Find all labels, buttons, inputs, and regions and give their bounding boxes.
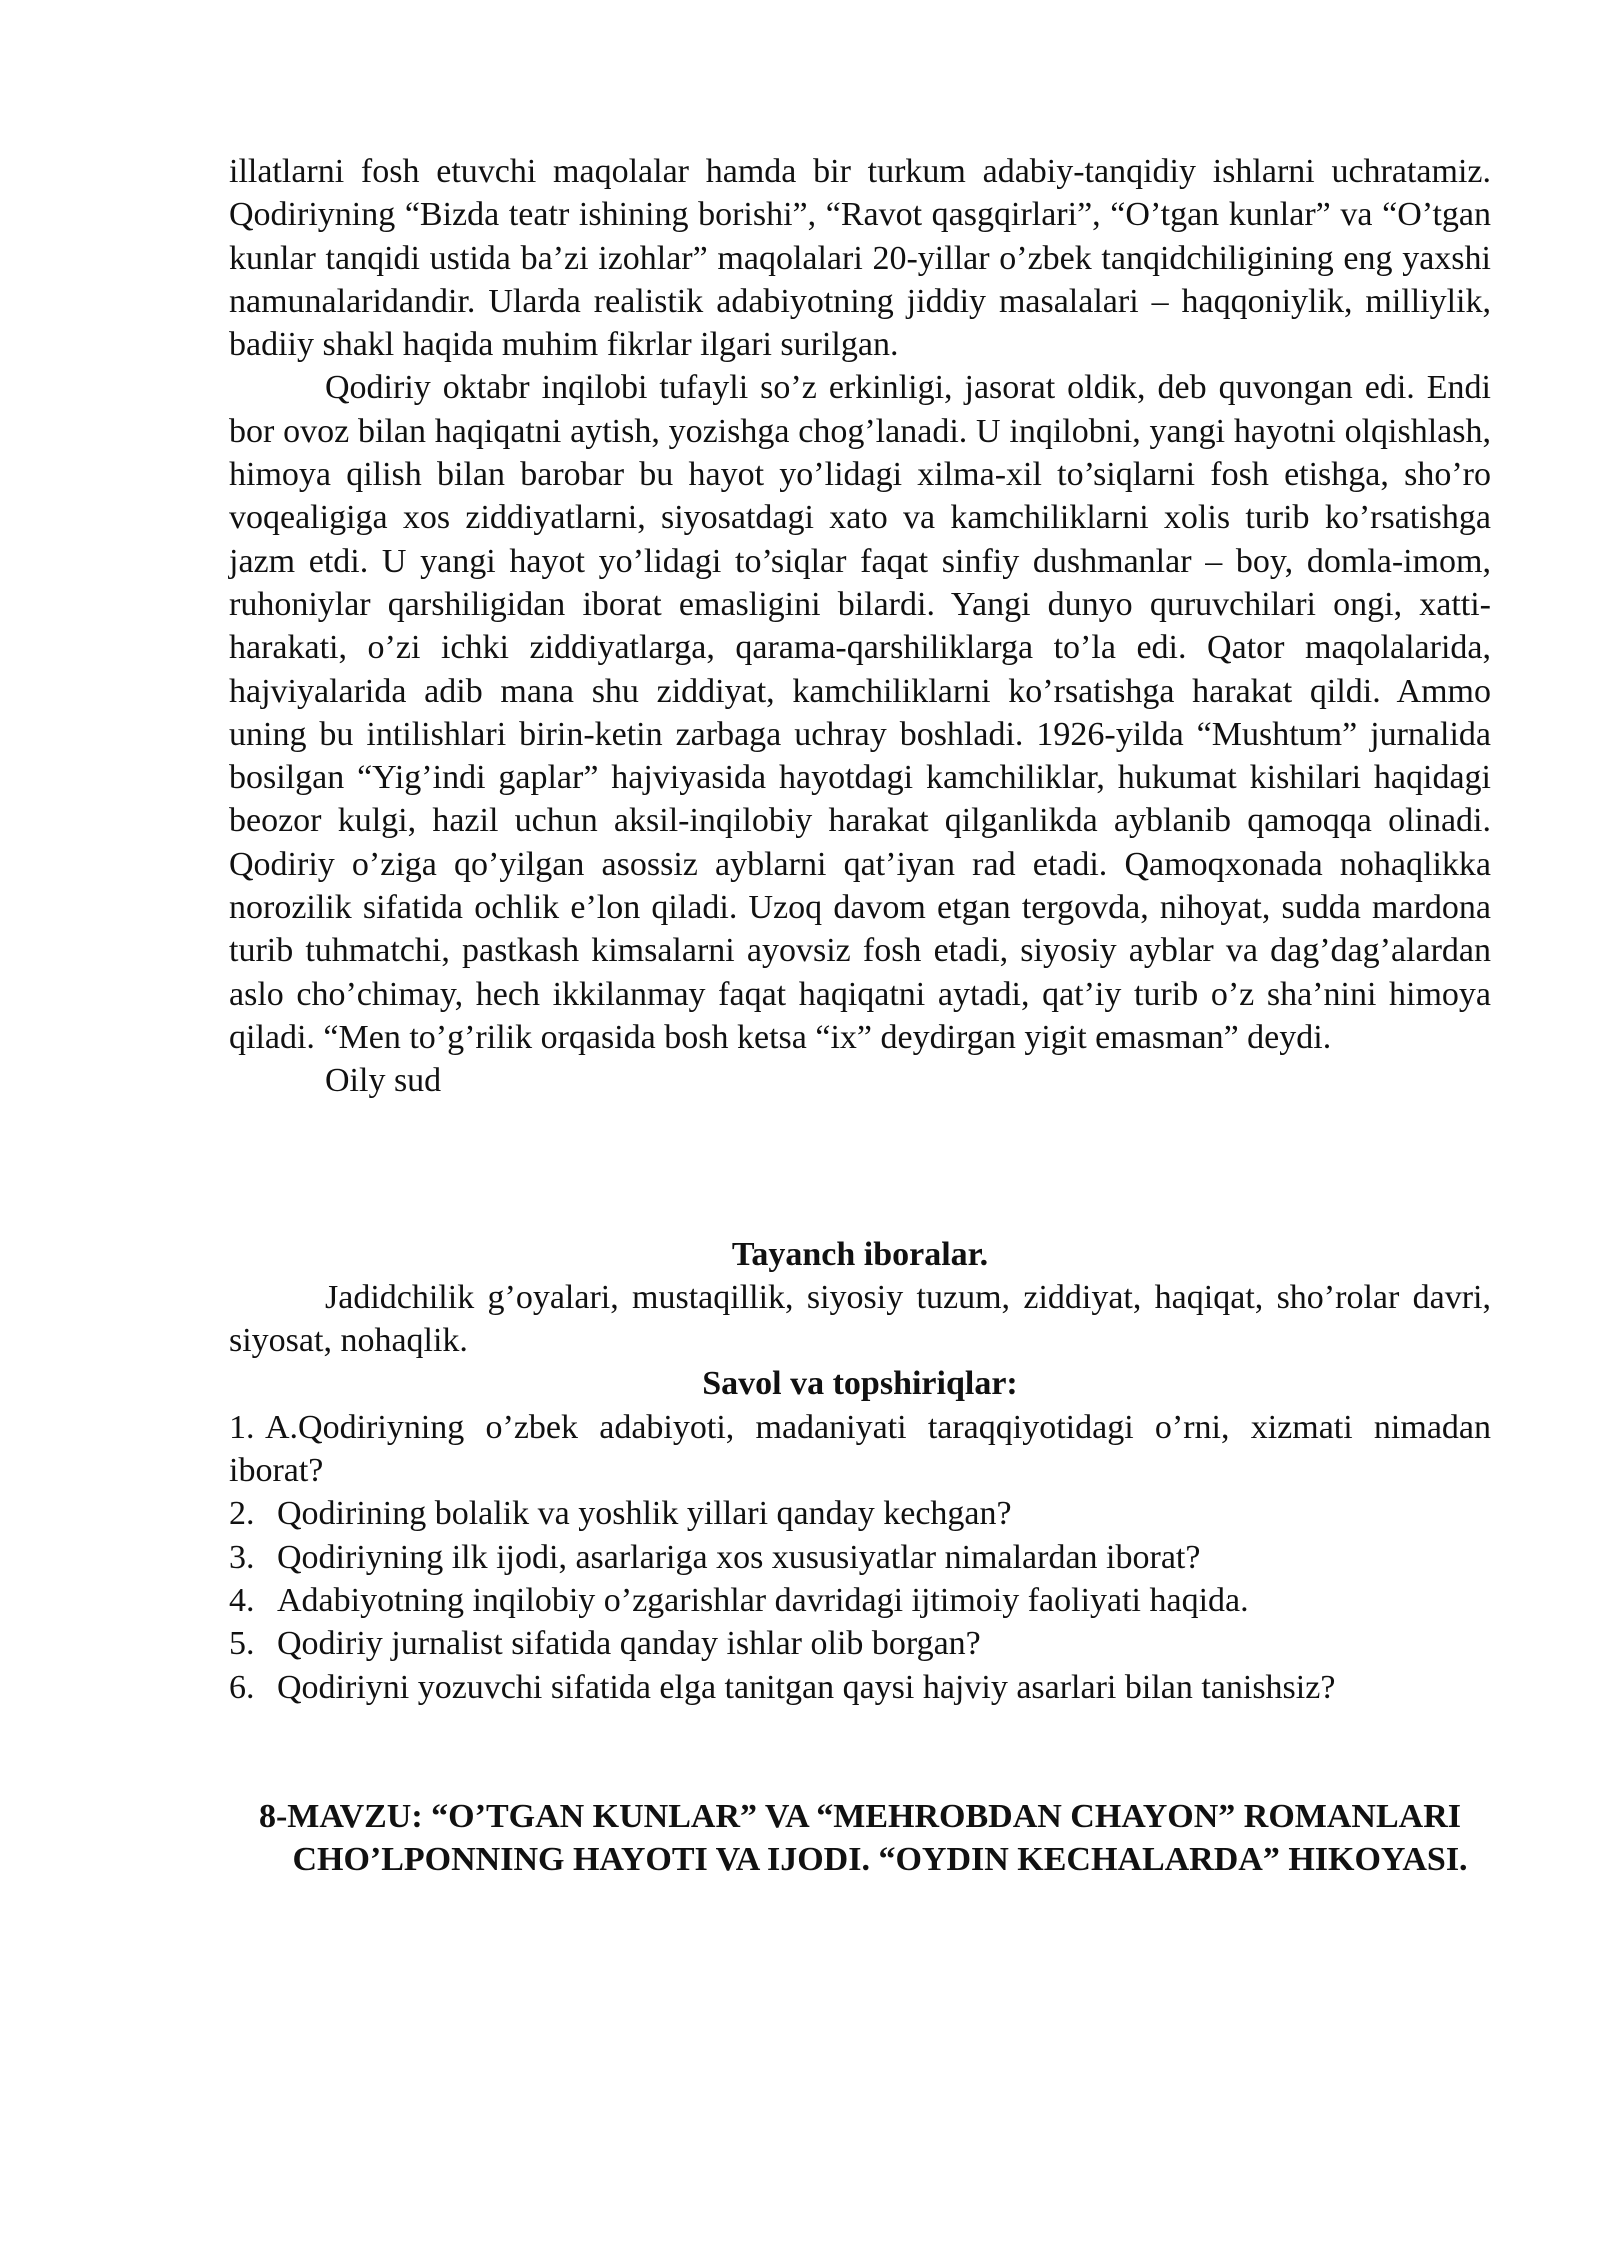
key-terms-heading: Tayanch iboralar. [731, 1235, 989, 1273]
question-text: Qodiriyning ilk ijodi, asarlariga xos xususiyatlar nimalardan iborat? [277, 1538, 1201, 1576]
question-number: 5. [229, 1625, 255, 1663]
question-number: 4. [229, 1581, 255, 1619]
key-terms-text: Jadidchilik g’oyalari, mustaqillik, siyosiy tuzum, ziddiyat, haqiqat, sho’rolar davri, siyosat, nohaqlik. [229, 1278, 1491, 1360]
question-item [229, 1492, 1491, 1535]
question-text: Qodirining bolalik va yoshlik yillari qanday kechgan? [277, 1495, 1012, 1533]
questions-heading: Savol va topshiriqlar: [702, 1365, 1018, 1403]
body-paragraph: illatlarni fosh etuvchi maqolalar hamda bir turkum adabiy-tanqidiy ishlarni uchratamiz. Qodiriyning “Bizda teatr ishining borishi”, “Ravot qasgqirlari”, “O’tgan kunlar” va “O’tgan kunlar tanqidi ustida ba’zi izohlar” maqolalari 20-yillar o’zbek tanqidchiligining eng yaxshi namunalaridandir. Ularda realistik adabiyotning jiddiy masalalari – haqqoniylik, milliylik, badiiy shakl haqida muhim fikrlar ilgari surilgan. [229, 153, 1491, 364]
question-number: 6. [229, 1668, 255, 1706]
question-item [229, 1406, 1491, 1493]
blank-space [229, 1103, 1491, 1233]
questions-list [229, 1406, 1491, 1709]
document-page [229, 150, 1491, 1881]
body-paragraph-fragment: Oily sud [325, 1062, 442, 1100]
question-item [229, 1579, 1491, 1622]
body-paragraph: Qodiriy oktabr inqilobi tufayli so’z erkinligi, jasorat oldik, deb quvongan edi. Endi bor ovoz bilan haqiqatni aytish, yozishga chog’lanadi. U inqilobni, yangi hayotni olqishlash, himoya qilish bilan barobar bu hayot yo’lidagi xilma-xil to’siqlarni fosh etishga, sho’ro voqealigiga xos ziddiyatlarni, siyosatdagi xato va kamchiliklarni xolis turib ko’rsatishga jazm etdi. U yangi hayot yo’lidagi to’siqlar faqat sinfiy dushmanlar – boy, domla-imom, ruhoniylar qarshiligidan iborat emasligini bilardi. Yangi dunyo quruvchilari ongi, xatti-harakati, o’zi ichki ziddiyatlarga, qarama-qarshiliklarga to’la edi. Qator maqolalarida, hajviyalarida adib mana shu ziddiyat, kamchiliklarni ko’rsatishga harakat qildi. Ammo uning bu intilishlari birin-ketin zarbaga uchray boshladi. 1926-yilda “Mushtum” jurnalida bosilgan “Yig’indi gaplar” hajviyasida hayotdagi kamchiliklar, hukumat kishilari haqidagi beozor kulgi, hazil uchun aksil-inqilobiy harakat qilganlikda ayblanib qamoqqa olinadi. Qodiriy o’ziga qo’yilgan asossiz ayblarni qat’iyan rad etadi. Qamoqxonada nohaqlikka norozilik sifatida ochlik e’lon qiladi. Uzoq davom etgan tergovda, nihoyat, sudda mardona turib tuhmatchi, pastkash kimsalarni ayovsiz fosh etadi, siyosiy ayblar va dag’dag’alardan aslo cho’chimay, hech ikkilanmay faqat haqiqatni aytadi, qat’iy turib o’z sha’nini himoya qiladi. “Men to’g’rilik orqasida bosh ketsa “ix” deydirgan yigit emasman” deydi. [229, 369, 1491, 1056]
next-topic-subtitle: CHO’LPONNING HAYOTI VA IJODI. “OYDIN KECHALARDA” HIKOYASI. [292, 1841, 1468, 1879]
question-text: Qodiriy jurnalist sifatida qanday ishlar olib borgan? [277, 1625, 981, 1663]
question-number: 2. [229, 1495, 255, 1533]
blank-space [229, 1709, 1491, 1795]
question-item [229, 1622, 1491, 1665]
question-item [229, 1536, 1491, 1579]
question-text: Adabiyotning inqilobiy o’zgarishlar davridagi ijtimoiy faoliyati haqida. [277, 1581, 1249, 1619]
question-text: Qodiriyni yozuvchi sifatida elga tanitgan qaysi hajviy asarlari bilan tanishsiz? [277, 1668, 1336, 1706]
question-number: 1. [229, 1408, 255, 1446]
question-number: 3. [229, 1538, 255, 1576]
question-item [229, 1666, 1491, 1709]
next-topic-title: 8-MAVZU: “O’TGAN KUNLAR” VA “MEHROBDAN CHAYON” ROMANLARI [258, 1797, 1462, 1835]
question-text: A.Qodiriyning o’zbek adabiyoti, madaniyati taraqqiyotidagi o’rni, xizmati nimadan iborat? [229, 1408, 1491, 1490]
